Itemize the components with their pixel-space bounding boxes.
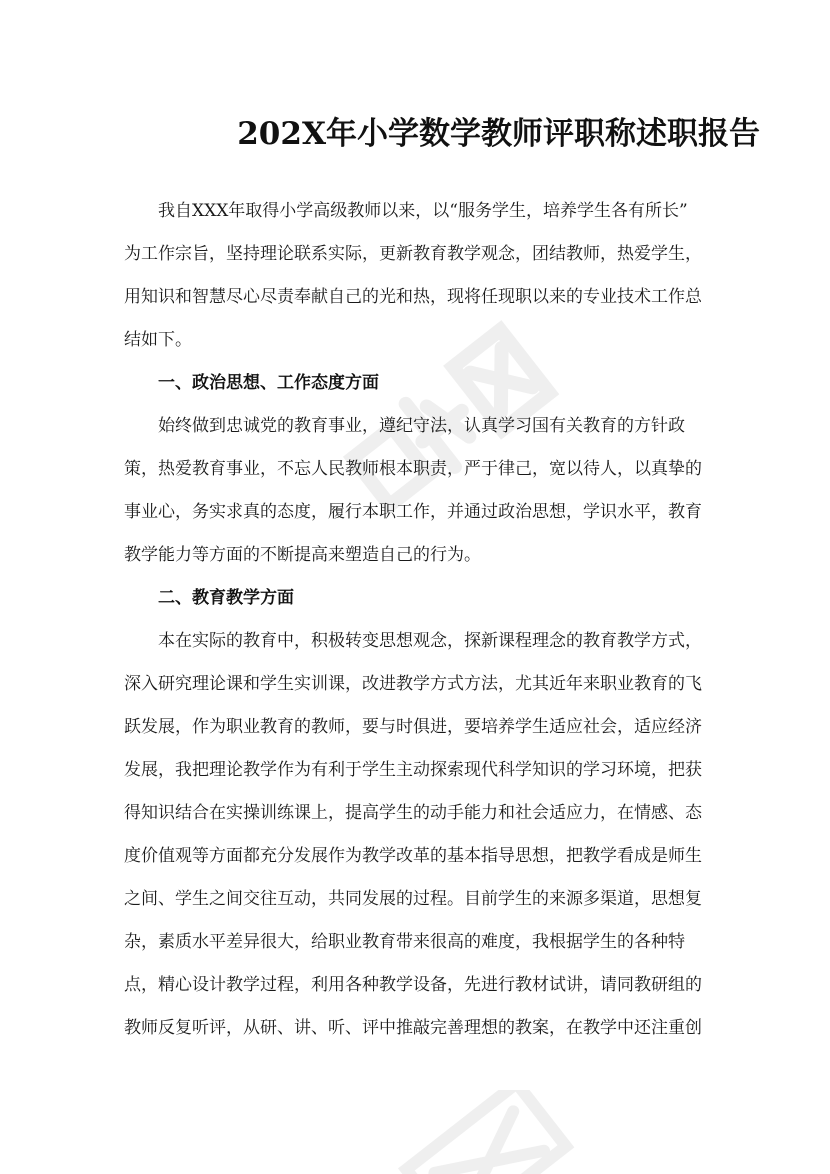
intro-line: 结如下。 xyxy=(124,330,192,350)
section2-line: 深入研究理论课和学生实训课，改进教学方式方法，尤其近年来职业教育的飞 xyxy=(124,674,702,694)
intro-paragraph xyxy=(124,190,704,362)
section2-line: 发展，我把理论教学作为有利于学生主动探索现代科学知识的学习环境，把获 xyxy=(124,760,702,780)
section2-paragraph xyxy=(124,620,704,1050)
intro-line: 用知识和智慧尽心尽责奉献自己的光和热，现将任现职以来的专业技术工作总 xyxy=(124,287,702,307)
section2-heading: 二、教育教学方面 xyxy=(158,588,294,608)
section1-line: 始终做到忠诚党的教育事业，遵纪守法，认真学习国有关教育的方针政 xyxy=(158,416,685,436)
document-body xyxy=(124,190,704,1050)
section2-line: 点，精心设计教学过程，利用各种教学设备，先进行教材试讲，请同教研组的 xyxy=(124,975,702,995)
section1-line: 事业心，务实求真的态度，履行本职工作，并通过政治思想，学识水平，教育 xyxy=(124,502,702,522)
section1-line: 教学能力等方面的不断提高来塑造自己的行为。 xyxy=(124,545,481,565)
section2-line: 跃发展，作为职业教育的教师，要与时俱进，要培养学生适应社会，适应经济 xyxy=(124,717,702,737)
section2-line: 杂，素质水平差异很大，给职业教育带来很高的难度，我根据学生的各种特 xyxy=(124,932,685,952)
intro-line: 为工作宗旨，坚持理论联系实际，更新教育教学观念，团结教师，热爱学生， xyxy=(124,244,702,264)
watermark-graphic-bottom xyxy=(380,1090,580,1174)
section1-paragraph xyxy=(124,405,704,577)
document-title: 202X年小学数学教师评职称述职报告 xyxy=(237,116,760,152)
section2-line: 得知识结合在实操训练课上，提高学生的动手能力和社会适应力，在情感、态 xyxy=(124,803,702,823)
section1-heading: 一、政治思想、工作态度方面 xyxy=(158,373,379,393)
section2-line: 教师反复听评，从研、讲、听、评中推敲完善理想的教案，在教学中还注重创 xyxy=(124,1018,702,1038)
section2-line: 之间、学生之间交往互动，共同发展的过程。目前学生的来源多渠道，思想复 xyxy=(124,889,702,909)
section2-line: 度价值观等方面都充分发展作为教学改革的基本指导思想，把教学看成是师生 xyxy=(124,846,702,866)
intro-line: 我自XXX年取得小学高级教师以来，以“服务学生，培养学生各有所长” xyxy=(158,201,688,221)
section2-line: 本在实际的教育中，积极转变思想观念，探新课程理念的教育教学方式， xyxy=(158,631,702,651)
section1-line: 策，热爱教育事业，不忘人民教师根本职责，严于律己，宽以待人，以真挚的 xyxy=(124,459,702,479)
